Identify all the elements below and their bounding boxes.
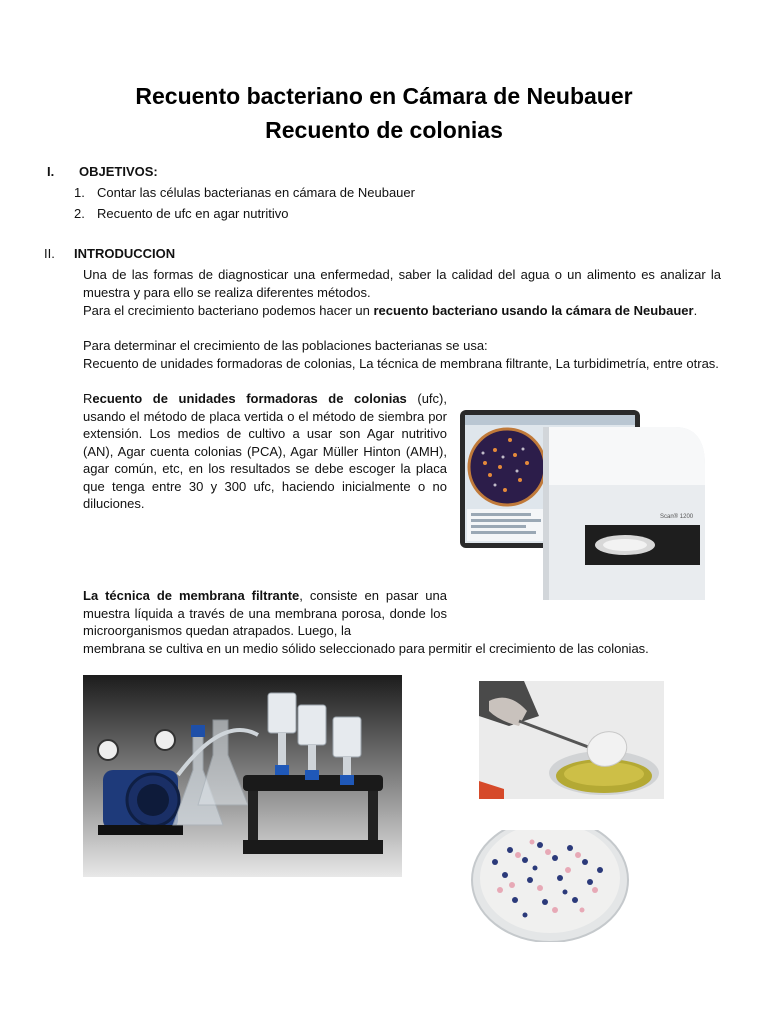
membrane-petri-image: [479, 681, 664, 799]
objective-1-number: 1.: [74, 185, 85, 200]
objective-2-number: 2.: [74, 206, 85, 221]
intro-paragraph-membrane-last: membrana se cultiva en un medio sólido seleccionado para permitir el crecimiento de las colonias.: [83, 641, 649, 656]
filtration-manifold-image: [83, 675, 402, 877]
objective-1-text: Contar las células bacterianas en cámara de Neubauer: [97, 185, 415, 200]
section-2-number: II.: [44, 246, 55, 261]
intro-paragraph-ufc: Recuento de unidades formadoras de colonias (ufc), usando el método de placa vertida o el método de siembra por extensión. Los medios de cultivo a usar son Agar nutritivo (AN), Agar cuenta colonias (PCA), Agar Müller Hinton (AMH), agar común, etc, en los resultados se debe escoger la placa que tenga entre 30 y 300 ufc, haciendo inicialmente o no diluciones.: [83, 391, 447, 511]
intro-paragraph-3: Para determinar el crecimiento de las poblaciones bacterianas se usa:: [83, 338, 488, 353]
scanner-label: Scan® 1200: [660, 514, 694, 520]
section-2-title: INTRODUCCION: [74, 246, 176, 261]
title-line-2: Recuento de colonias: [265, 117, 503, 143]
intro-paragraph-2: Para el crecimiento bacteriano podemos hacer un recuento bacteriano usando la cámara de Neubauer.: [83, 303, 698, 318]
intro-paragraph-membrane: La técnica de membrana filtrante, consiste en pasar una muestra líquida a través de una membrana porosa, donde los microorganismos quedan atrapados. Luego, la: [83, 588, 447, 638]
intro-paragraph-4: Recuento de unidades formadoras de colonias, La técnica de membrana filtrante, La turbidimetría, entre otras.: [83, 356, 719, 371]
section-1-title: OBJETIVOS:: [79, 164, 158, 179]
colony-plate-image: [470, 830, 630, 942]
title-line-1: Recuento bacteriano en Cámara de Neubauer: [135, 83, 633, 109]
objective-2-text: Recuento de ufc en agar nutritivo: [97, 206, 289, 221]
colony-counter-image: [455, 405, 710, 605]
section-1-number: I.: [47, 164, 55, 179]
intro-paragraph-1: Una de las formas de diagnosticar una enfermedad, saber la calidad del agua o un alimento es analizar la muestra y para ello se realiza diferentes métodos.: [83, 267, 721, 300]
